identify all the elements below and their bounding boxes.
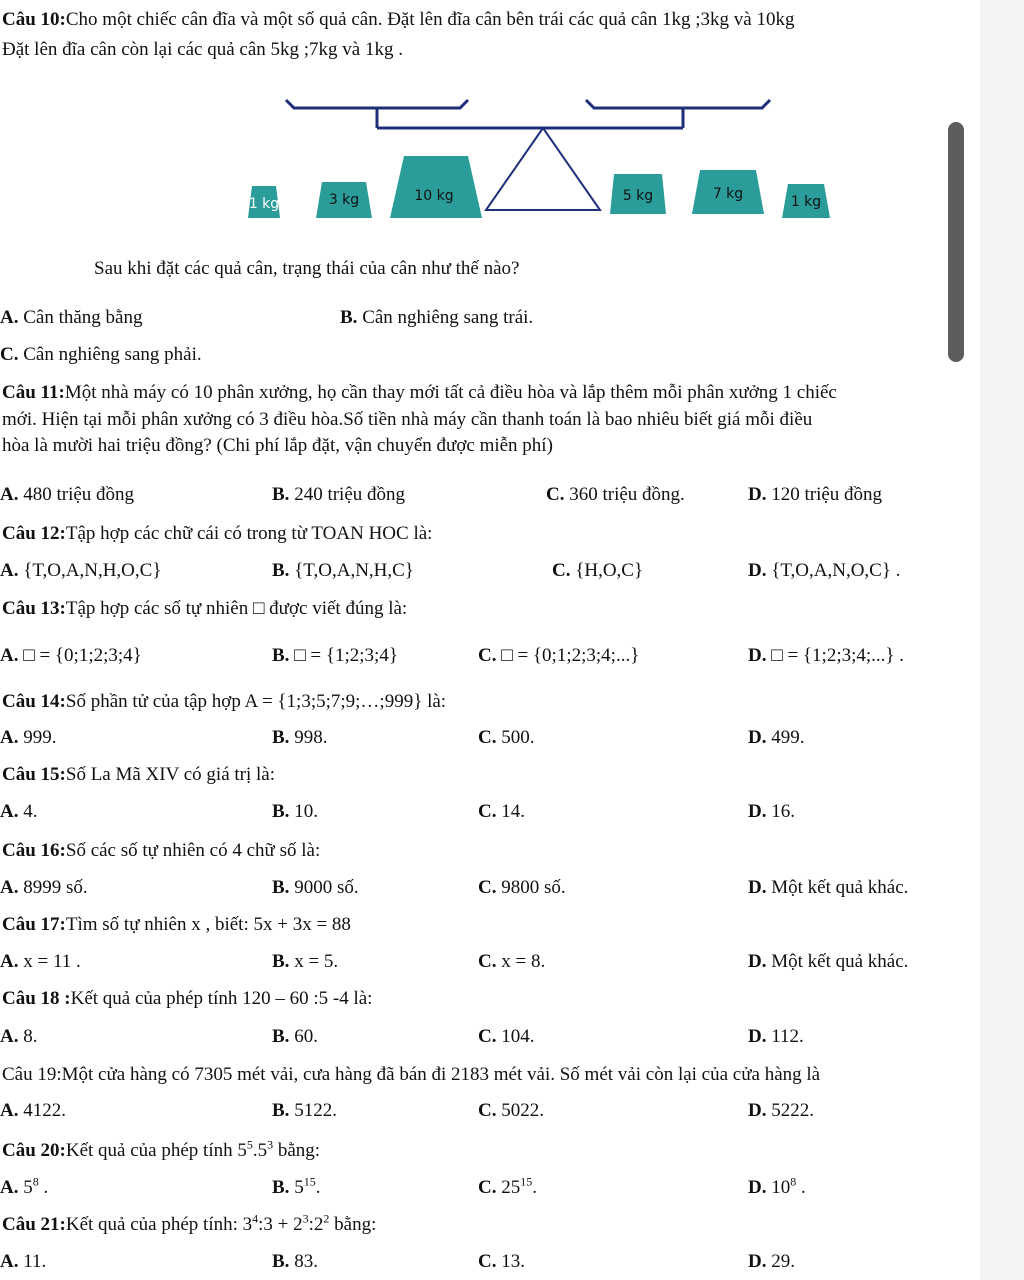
question-18-option-a: A. 8. <box>0 1026 38 1047</box>
question-19-option-a: A. 4122. <box>0 1100 66 1121</box>
question-17-option-b: B. x = 5. <box>272 951 339 972</box>
weight-label: 10 kg <box>414 188 454 204</box>
question-10-text-2: Đặt lên đĩa cân còn lại các quả cân 5kg ;7kg và 1kg . <box>2 39 403 60</box>
question-10-line-1 <box>2 8 794 32</box>
question-11-option-b: B. 240 triệu đồng <box>272 484 406 505</box>
question-15-option-c: C. 14. <box>478 801 525 822</box>
question-13-option-d: D. □ = {1;2;3;4;...} . <box>748 645 905 666</box>
question-18-option-b: B. 60. <box>272 1026 318 1047</box>
scroll-gutter <box>980 0 1024 1280</box>
question-11-text-2: mới. Hiện tại mỗi phân xưởng có 3 điều hòa.Số tiền nhà máy cần thanh toán là bao nhiêu biết giá mỗi điều <box>2 409 813 430</box>
question-11-text-3: hòa là mười hai triệu đồng? (Chi phí lắp đặt, vận chuyển được miễn phí) <box>2 435 553 456</box>
right-pan <box>586 100 770 108</box>
question-17-option-c: C. x = 8. <box>478 951 546 972</box>
left-pan <box>286 100 468 108</box>
question-20-option-d: D. $10^8$ . <box>748 1174 806 1198</box>
question-19-text: Câu 19:Một cửa hàng có 7305 mét vải, cưa hàng đã bán đi 2183 mét vải. Số mét vải còn lại của cửa hàng là <box>2 1064 821 1085</box>
question-10-caption: Sau khi đặt các quả cân, trạng thái của cân như thế nào? <box>94 258 520 279</box>
question-19-option-b: B. 5122. <box>272 1100 337 1121</box>
question-12-option-d: D. {T,O,A,N,O,C} . <box>748 560 901 581</box>
question-20-line: Câu 20:Kết quả của phép tính $5^5.5^3$ bằng: <box>2 1137 321 1161</box>
question-15-line: Câu 15:Số La Mã XIV có giá trị là: <box>2 764 276 785</box>
weight-label: 1 kg <box>790 194 822 210</box>
question-20-option-a: A. $5^8$ . <box>0 1174 49 1198</box>
question-13-option-b: B. □ = {1;2;3;4} <box>272 645 398 666</box>
question-12-option-a: A. {T,O,A,N,H,O,C} <box>0 560 162 581</box>
question-16-line: Câu 16:Số các số tự nhiên có 4 chữ số là: <box>2 840 321 861</box>
question-21-option-b: B. 83. <box>272 1251 318 1272</box>
question-19-option-d: D. 5222. <box>748 1100 814 1121</box>
weight-10kg <box>390 156 482 218</box>
question-12-option-c: C. {H,O,C} <box>552 560 644 581</box>
question-13-option-c: C. □ = {0;1;2;3;4;...} <box>478 645 640 666</box>
question-17-line: Câu 17:Tìm số tự nhiên x , biết: 5x + 3x = 88 <box>2 914 351 935</box>
question-21-option-a: A. 11. <box>0 1251 47 1272</box>
question-10-number: Câu 10: <box>2 9 66 30</box>
question-18-line: Câu 18 :Kết quả của phép tính 120 – 60 :5 -4 là: <box>2 988 373 1009</box>
question-11-line-1: Câu 11:Một nhà máy có 10 phân xưởng, họ cần thay mới tất cả điều hòa và lắp thêm mỗi phân xưởng 1 chiếc <box>2 382 837 403</box>
question-16-option-d: D. Một kết quả khác. <box>748 877 909 898</box>
balance-scale-figure <box>230 92 850 222</box>
fulcrum <box>486 128 600 210</box>
question-11-option-c: C. 360 triệu đồng. <box>546 484 685 505</box>
question-17-option-a: A. x = 11 . <box>0 951 81 972</box>
question-10-option-c: C. Cân nghiêng sang phải. <box>0 344 202 365</box>
question-11-option-d: D. 120 triệu đồng <box>748 484 883 505</box>
question-10-option-a: A. Cân thăng bằng <box>0 307 143 328</box>
question-15-option-d: D. 16. <box>748 801 795 822</box>
weight-label: 1 kg <box>248 196 280 212</box>
question-10-option-b: B. Cân nghiêng sang trái. <box>340 307 534 328</box>
question-19-option-c: C. 5022. <box>478 1100 544 1121</box>
question-15-option-b: B. 10. <box>272 801 318 822</box>
question-14-option-d: D. 499. <box>748 727 805 748</box>
question-20-option-b: B. $5^{15}$. <box>272 1174 321 1198</box>
question-14-option-a: A. 999. <box>0 727 57 748</box>
question-12-line: Câu 12:Tập hợp các chữ cái có trong từ TOAN HOC là: <box>2 523 433 544</box>
question-11-option-a: A. 480 triệu đồng <box>0 484 135 505</box>
question-16-option-c: C. 9800 số. <box>478 877 566 898</box>
question-14-option-c: C. 500. <box>478 727 535 748</box>
question-20-option-c: C. $25^{15}$. <box>478 1174 537 1198</box>
question-18-option-c: C. 104. <box>478 1026 535 1047</box>
question-13-line: Câu 13:Tập hợp các số tự nhiên □ được viết đúng là: <box>2 598 408 619</box>
question-16-option-b: B. 9000 số. <box>272 877 359 898</box>
scrollbar-thumb[interactable] <box>948 122 964 362</box>
question-21-line: Câu 21:Kết quả của phép tính: $3^4:3$ + $2^3:2^2$ bằng: <box>2 1211 377 1235</box>
question-21-option-c: C. 13. <box>478 1251 525 1272</box>
question-13-option-a: A. □ = {0;1;2;3;4} <box>0 645 142 666</box>
question-14-option-b: B. 998. <box>272 727 328 748</box>
question-18-option-d: D. 112. <box>748 1026 804 1047</box>
question-12-option-b: B. {T,O,A,N,H,C} <box>272 560 414 581</box>
question-14-line: Câu 14:Số phần tử của tập hợp A = {1;3;5;7;9;…;999} là: <box>2 691 447 712</box>
question-16-option-a: A. 8999 số. <box>0 877 88 898</box>
weight-label: 3 kg <box>328 192 360 208</box>
question-21-option-d: D. 29. <box>748 1251 795 1272</box>
weight-label: 5 kg <box>622 188 654 204</box>
weight-label: 7 kg <box>712 186 744 202</box>
question-10-text-1: Cho một chiếc cân đĩa và một số quả cân. Đặt lên đĩa cân bên trái các quả cân 1kg ;3kg và 10kg <box>65 9 795 30</box>
question-15-option-a: A. 4. <box>0 801 38 822</box>
question-17-option-d: D. Một kết quả khác. <box>748 951 909 972</box>
